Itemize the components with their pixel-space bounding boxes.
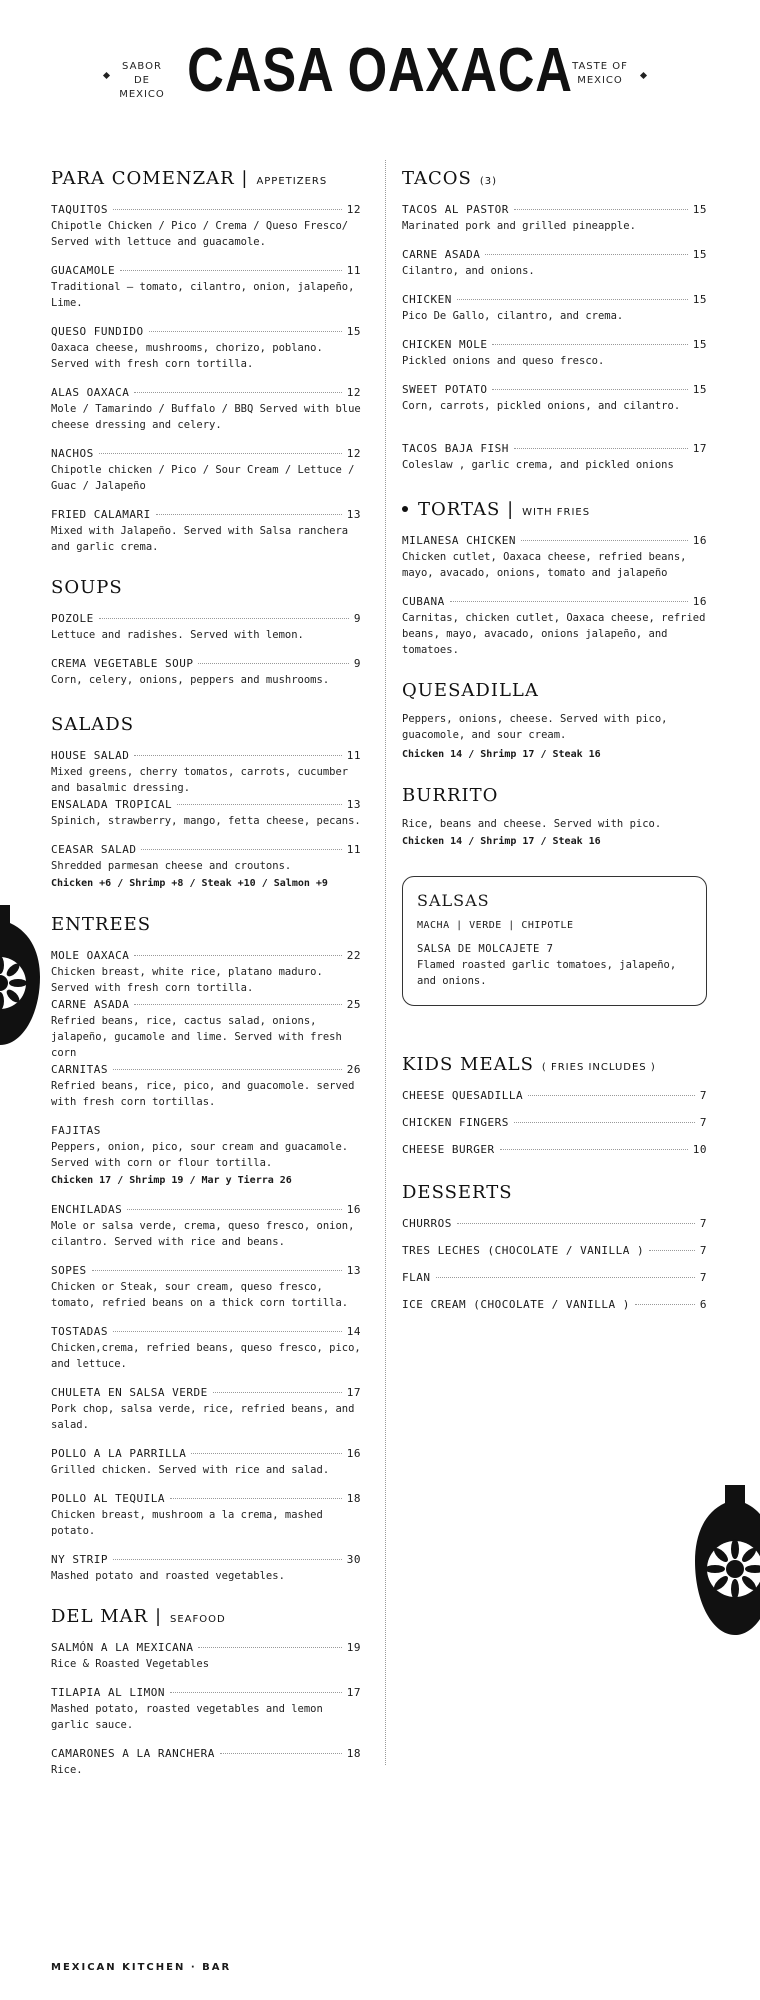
menu-item [402,1116,707,1129]
item-desc: Chicken breast, mushroom a la crema, mashed potato. [51,1509,323,1537]
item-desc: Shredded parmesan cheese and croutons. [51,860,292,872]
pottery-flower-icon [695,1485,760,1635]
item-name: CHICKEN [402,293,452,306]
item-name: FRIED CALAMARI [51,508,151,521]
salsa-special-desc: Flamed roasted garlic tomatoes, jalapeño, and onions. [417,959,677,987]
item-price: 22 [346,949,361,962]
item-price: 11 [346,843,361,856]
item-desc: Pork chop, salsa verde, rice, refried beans, and salad. [51,1403,355,1431]
menu-item [51,612,361,643]
item-price: 13 [346,1264,361,1277]
item-name: SWEET POTATO [402,383,488,396]
item-price: 16 [346,1203,361,1216]
item-desc: Chicken or Steak, sour cream, queso fresco, tomato, refried beans on a thick corn tortilla. [51,1281,349,1309]
section-subtitle: ( FRIES INCLUDES ) [541,1062,656,1073]
item-desc: Grilled chicken. Served with rice and salad. [51,1464,330,1476]
item-name: TACOS BAJA FISH [402,442,509,455]
section-title: TORTAS | [418,499,515,520]
item-price: 15 [692,248,707,261]
section-kids-meals [402,1054,707,1156]
item-price: 10 [692,1143,707,1156]
section-title: SALADS [51,714,135,735]
section-subtitle: APPETIZERS [256,176,328,187]
item-desc: Marinated pork and grilled pineapple. [402,220,636,232]
item-name: CHEESE QUESADILLA [402,1089,524,1102]
menu-item [402,203,707,234]
item-desc: Pickled onions and queso fresco. [402,355,605,367]
menu-item [51,798,361,829]
item-desc: Peppers, onions, cheese. Served with pico, guacomole, and sour cream. [402,713,668,741]
section-seafood [51,1606,361,1778]
item-name: ALAS OAXACA [51,386,130,399]
item-name: CARNITAS [51,1063,108,1076]
item-desc: Carnitas, chicken cutlet, Oaxaca cheese, refried beans, mayo, avacado, onions jalapeño, and tomatoes. [402,612,706,656]
item-desc: Mole / Tamarindo / Buffalo / BBQ Served with blue cheese dressing and celery. [51,403,361,431]
section-entrees [51,914,361,1584]
item-desc: Pico De Gallo, cilantro, and crema. [402,310,624,322]
item-name: SALMÓN A LA MEXICANA [51,1641,194,1654]
item-name: HOUSE SALAD [51,749,130,762]
section-desserts [402,1182,707,1311]
section-subtitle: (3) [479,176,498,187]
menu-item [51,1063,361,1110]
item-desc: Mashed potato and roasted vegetables. [51,1570,285,1582]
item-price: 18 [346,1747,361,1760]
salsa-special: SALSA DE MOLCAJETE 7 [417,943,554,955]
item-name: POLLO AL TEQUILA [51,1492,165,1505]
section-title: KIDS MEALS [402,1054,534,1075]
item-price: 26 [346,1063,361,1076]
item-price: 16 [346,1447,361,1460]
item-price: 13 [346,798,361,811]
column-divider [385,160,386,1765]
item-desc: Rice & Roasted Vegetables [51,1658,210,1670]
item-name: CREMA VEGETABLE SOUP [51,657,194,670]
item-name: GUACAMOLE [51,264,116,277]
item-price: 15 [346,325,361,338]
item-name: CARNE ASADA [402,248,481,261]
left-column [51,168,361,1778]
menu-item [402,442,707,473]
item-desc: Lettuce and radishes. Served with lemon. [51,629,304,641]
menu-item [402,1217,707,1230]
section-subtitle: SEAFOOD [170,1614,226,1625]
item-desc: Refried beans, rice, pico, and guacomole. served with fresh corn tortillas. [51,1080,355,1108]
menu-item [51,1386,361,1433]
menu-item [51,1686,361,1733]
item-price: 11 [346,264,361,277]
item-name: ENSALADA TROPICAL [51,798,173,811]
item-addons: Chicken 17 / Shrimp 19 / Mar y Tierra 26 [51,1175,292,1186]
item-name: CHURROS [402,1217,452,1230]
item-name: TILAPIA AL LIMON [51,1686,165,1699]
menu-item [51,264,361,311]
item-name: QUESO FUNDIDO [51,325,144,338]
item-desc: Mole or salsa verde, crema, queso fresco, onion, cilantro. Served with rice and beans. [51,1220,355,1248]
item-name: ENCHILADAS [51,1203,123,1216]
menu-item [402,1089,707,1102]
item-desc: Peppers, onion, pico, sour cream and guacamole. Served with corn or flour tortilla. [51,1141,349,1169]
menu-item [402,1298,707,1311]
menu-item [402,534,707,581]
item-desc: Refried beans, rice, cactus salad, onions, jalapeño, gucamole and lime. Served with fresh corn [51,1015,342,1059]
menu-header [0,0,760,150]
section-subtitle: WITH FRIES [522,507,591,518]
item-price: 7 [699,1116,707,1129]
item-name: FLAN [402,1271,431,1284]
item-desc: Traditional – tomato, cilantro, onion, jalapeño, Lime. [51,281,355,309]
menu-item [402,595,707,658]
section-title: ENTREES [51,914,152,935]
menu-item [51,1553,361,1584]
item-price: 18 [346,1492,361,1505]
item-name: TAQUITOS [51,203,108,216]
item-desc: Coleslaw , garlic crema, and pickled onions [402,459,674,471]
section-appetizers [51,168,361,555]
menu-item [51,657,361,688]
menu-item [402,248,707,279]
item-desc: Chicken breast, white rice, platano maduro. Served with fresh corn tortilla. [51,966,323,994]
menu-item [402,293,707,324]
item-name: MOLE OAXACA [51,949,130,962]
item-price: 17 [346,1386,361,1399]
item-price: 7 [699,1244,707,1257]
menu-item [51,1447,361,1478]
item-desc: Rice, beans and cheese. Served with pico. [402,818,662,830]
item-desc: Spinich, strawberry, mango, fetta cheese, pecans. [51,815,361,827]
item-name: TACOS AL PASTOR [402,203,509,216]
item-name: POZOLE [51,612,94,625]
item-desc: Cilantro, and onions. [402,265,535,277]
menu-item [51,1747,361,1778]
item-price: 15 [692,203,707,216]
item-name: NACHOS [51,447,94,460]
menu-item [51,447,361,494]
item-price: 14 [346,1325,361,1338]
menu-item [51,325,361,372]
menu-item [402,1244,707,1257]
section-title: DEL MAR | [51,1606,163,1627]
menu-item [402,1143,707,1156]
item-price: 9 [353,612,361,625]
item-name: MILANESA CHICKEN [402,534,516,547]
item-name: CHEESE BURGER [402,1143,495,1156]
section-soups [51,577,361,688]
section-burrito [402,785,707,850]
item-name: CAMARONES A LA RANCHERA [51,1747,215,1760]
menu-item [51,386,361,433]
salsas-box [402,876,707,1006]
menu-item [402,1271,707,1284]
item-price: 7 [699,1217,707,1230]
section-tacos [402,168,707,473]
item-name: CHULETA EN SALSA VERDE [51,1386,208,1399]
item-price: 16 [692,595,707,608]
section-title: QUESADILLA [402,680,539,701]
item-price: 16 [692,534,707,547]
footer-tagline: MEXICAN KITCHEN · BAR [51,1962,232,1973]
item-price: 25 [346,998,361,1011]
menu-item [51,1124,361,1189]
item-addons: Chicken 14 / Shrimp 17 / Steak 16 [402,836,601,847]
section-salads [51,714,361,892]
menu-item [402,338,707,369]
section-title: SOUPS [51,577,123,598]
item-desc: Corn, carrots, pickled onions, and cilantro. [402,400,681,412]
section-title: BURRITO [402,785,499,806]
section-title: DESSERTS [402,1182,513,1203]
item-price: 11 [346,749,361,762]
item-name: NY STRIP [51,1553,108,1566]
menu-item [51,1492,361,1539]
section-quesadilla [402,680,707,763]
item-desc: Chicken cutlet, Oaxaca cheese, refried beans, mayo, avacado, onions, tomato and jalapeño [402,551,687,579]
menu-item [51,203,361,250]
item-price: 12 [346,203,361,216]
menu-item [51,1264,361,1311]
item-price: 17 [692,442,707,455]
item-name: CHICKEN FINGERS [402,1116,509,1129]
section-title: TACOS [402,168,472,189]
menu-item [51,1641,361,1672]
item-price: 6 [699,1298,707,1311]
item-name: TRES LECHES (CHOCOLATE / VANILLA ) [402,1244,645,1257]
section-title: SALSAS [417,891,490,910]
item-price: 30 [346,1553,361,1566]
item-desc: Oaxaca cheese, mushrooms, chorizo, poblano. Served with fresh corn tortilla. [51,342,323,370]
menu-item [51,508,361,555]
item-price: 12 [346,386,361,399]
item-price: 7 [699,1089,707,1102]
item-desc: Chipotle chicken / Pico / Sour Cream / Lettuce / Guac / Jalapeño [51,464,355,492]
item-name: FAJITAS [51,1124,101,1137]
item-name: ICE CREAM (CHOCOLATE / VANILLA ) [402,1298,630,1311]
menu-item [402,383,707,414]
item-price: 7 [699,1271,707,1284]
item-name: CHICKEN MOLE [402,338,488,351]
restaurant-name: CASA OAXACA [187,36,573,105]
item-desc: Corn, celery, onions, peppers and mushrooms. [51,674,330,686]
item-name: CUBANA [402,595,445,608]
tagline-right: TASTE OF MEXICO [572,61,628,86]
item-price: 12 [346,447,361,460]
menu-item [51,1203,361,1250]
item-price: 15 [692,338,707,351]
item-name: TOSTADAS [51,1325,108,1338]
item-name: CARNE ASADA [51,998,130,1011]
item-desc: Chipotle Chicken / Pico / Crema / Queso Fresco/ Served with lettuce and guacamole. [51,220,349,248]
item-price: 15 [692,293,707,306]
item-desc: Chicken,crema, refried beans, queso fresco, pico, and lettuce. [51,1342,361,1370]
tagline-left: SABOR DE MEXICO [119,61,165,100]
section-tortas [402,499,707,658]
item-addons: Chicken 14 / Shrimp 17 / Steak 16 [402,749,601,760]
menu-item [51,843,361,892]
item-name: SOPES [51,1264,87,1277]
item-price: 15 [692,383,707,396]
right-column [402,168,707,1311]
item-name: POLLO A LA PARRILLA [51,1447,187,1460]
menu-item [51,949,361,996]
item-price: 9 [353,657,361,670]
pottery-flower-icon [0,905,40,1045]
menu-item [51,1325,361,1372]
item-desc: Mixed with Jalapeño. Served with Salsa ranchera and garlic crema. [51,525,349,553]
item-desc: Rice. [51,1764,83,1776]
menu-item [51,998,361,1061]
bullet-icon [402,506,408,512]
section-title: PARA COMENZAR | [51,168,249,189]
menu-item [51,749,361,796]
item-desc: Mixed greens, cherry tomatos, carrots, cucumber and basalmic dressing. [51,766,349,794]
item-desc: Mashed potato, roasted vegetables and lemon garlic sauce. [51,1703,323,1731]
salsa-list: MACHA | VERDE | CHIPOTLE [417,920,574,931]
item-price: 13 [346,508,361,521]
item-price: 19 [346,1641,361,1654]
item-addons: Chicken +6 / Shrimp +8 / Steak +10 / Salmon +9 [51,878,328,889]
item-name: CEASAR SALAD [51,843,137,856]
item-price: 17 [346,1686,361,1699]
